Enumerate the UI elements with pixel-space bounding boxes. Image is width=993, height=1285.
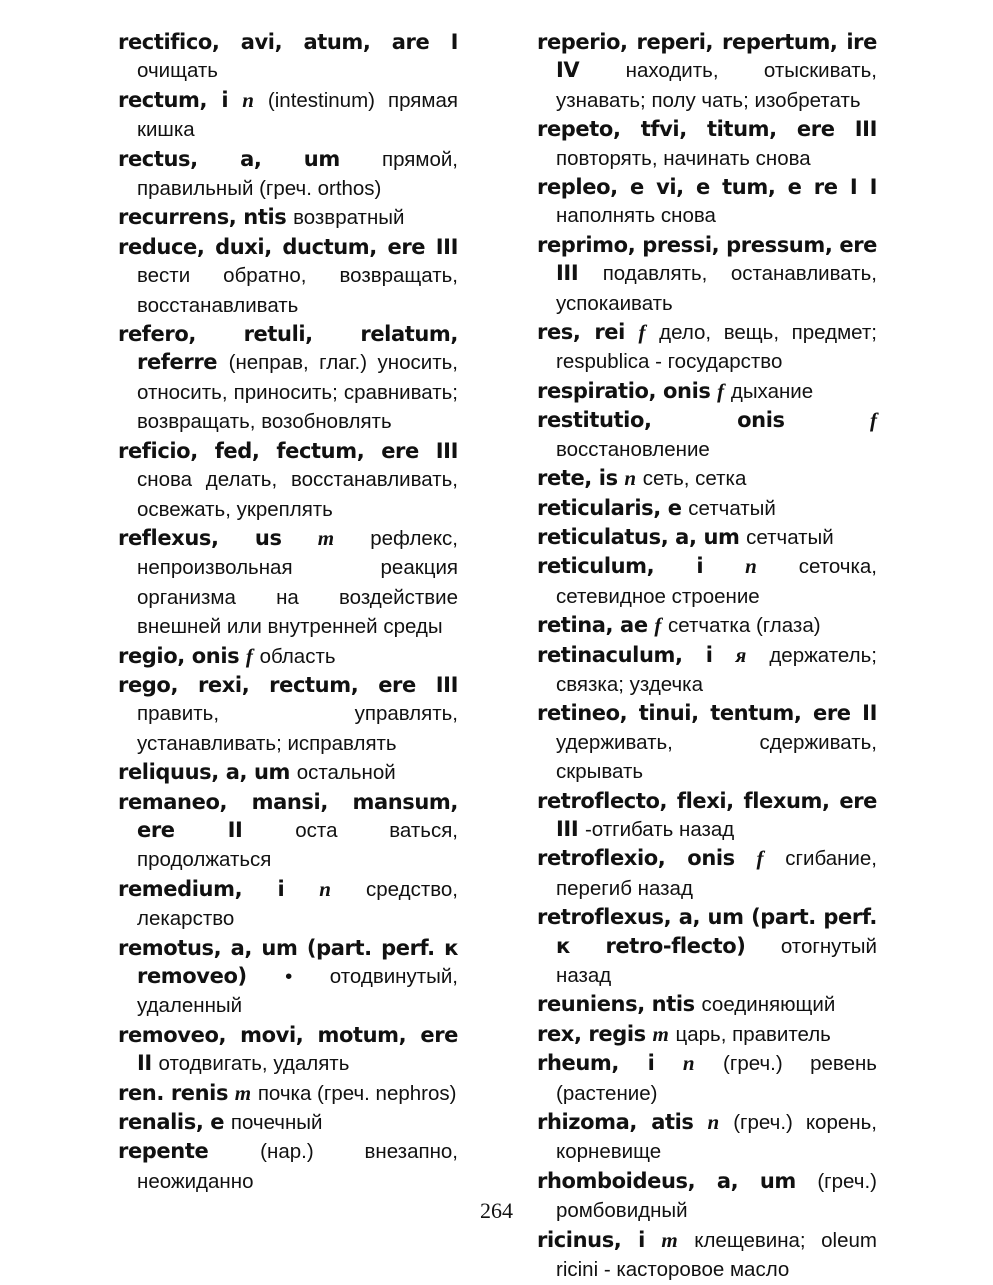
dictionary-entry [118,86,458,145]
entry-definition: (греч.) корень, корневище [556,1111,877,1164]
dictionary-entry [118,145,458,204]
entry-definition: сетчатка (глаза) [668,614,821,638]
entry-gender: я [735,642,747,667]
entry-headword: remaneo, mansi, mansum, ere II [118,789,458,842]
entry-definition: снова делать, восстанавливать, освежать, укреплять [137,468,458,521]
entry-definition: (неправ, глаг.) уносить, относить, приносить; сравнивать; возвращать, возобновлять [137,351,458,434]
dictionary-entry [537,699,877,786]
dictionary-entry [537,318,877,377]
entry-headword: regio, onis [118,643,240,668]
dictionary-entry [537,1108,877,1167]
entry-gender: n [624,466,637,491]
right-column [537,28,877,1284]
entry-headword: retroflexus, a, um (part. perf. к retro-flecto) [537,905,877,958]
entry-headword: reticulatus, a, um [537,524,740,549]
entry-definition: возвратный [293,206,405,230]
entry-definition: царь, правитель [675,1022,831,1046]
dictionary-entry [537,1049,877,1108]
entry-headword: renalis, e [118,1110,225,1135]
entry-definition: оста ваться, продолжаться [137,818,458,872]
dictionary-entry [537,903,877,990]
entry-headword: reduce, duxi, ductum, ere III [118,234,458,259]
dictionary-entry [118,1137,458,1196]
entry-gender: n [242,87,254,112]
entry-definition: • отодвинутый, удаленный [137,965,458,1018]
dictionary-entry [118,203,458,232]
entry-definition: восстановление [556,437,710,461]
entry-headword: rectus, a, um [118,146,340,171]
entry-gender: m [234,1080,252,1105]
entry-definition: подавлять, останавливать, успокаивать [556,262,877,315]
entry-definition: сгибание, перегиб назад [556,847,877,900]
entry-headword: rhomboideus, a, um [537,1168,796,1193]
entry-headword: remedium, i [118,876,285,901]
dictionary-entry [118,524,458,642]
entry-headword: reticulum, i [537,554,704,579]
dictionary-entry [537,1020,877,1049]
entry-headword: retroflecto, flexi, flexum, ere III [537,788,877,841]
dictionary-entry [118,1021,458,1079]
dictionary-entry [118,934,458,1021]
entry-gender: f [638,320,646,345]
entry-headword: reprimo, pressi, pressum, ere III [537,232,877,286]
entry-definition: (нар.) внезапно, неожиданно [137,1140,458,1193]
left-column [118,28,458,1196]
entry-definition: наполнять снова [556,204,716,228]
entry-definition: сеть, сетка [642,467,747,491]
entry-headword: rhizoma, atis [537,1110,694,1135]
entry-headword: restitutio, onis [537,408,785,433]
entry-definition: (греч.) ромбовидный [556,1169,877,1223]
entry-definition: повторять, начинать снова [556,146,811,170]
entry-headword: reliquus, a, um [118,760,291,785]
entry-definition: -отгибать назад [584,817,735,841]
entry-gender: f [717,378,725,403]
entry-definition: почечный [230,1111,323,1135]
entry-headword: reficio, fed, fectum, ere III [118,438,458,463]
entry-headword: res, rei [537,320,625,345]
dictionary-entry [537,406,877,464]
dictionary-entry [537,28,877,115]
entry-headword: reflexus, us [118,525,282,550]
dictionary-entry [537,641,877,700]
dictionary-entry [118,671,458,758]
entry-headword: repente [118,1139,209,1164]
entry-headword: rex, regis [537,1021,646,1046]
entry-headword: rete, is [537,466,618,491]
entry-definition: соединяющий [701,993,836,1017]
entry-headword: respiratio, onis [537,378,711,403]
dictionary-entry [118,233,458,320]
entry-gender: m [661,1227,678,1252]
entry-gender: n [319,876,331,901]
dictionary-entry [118,642,458,671]
dictionary-entry [537,173,877,231]
entry-definition: отодвигать, удалять [158,1052,350,1076]
dictionary-entry [118,437,458,524]
entry-gender: f [245,643,253,668]
entry-definition: сетчатый [746,525,834,549]
entry-definition: сеточка, сетевидное строение [556,555,877,608]
entry-gender: m [317,525,335,550]
dictionary-entry [118,875,458,934]
entry-gender: m [652,1021,669,1046]
entry-definition: очищать [137,59,218,83]
dictionary-entry [537,464,877,493]
entry-headword: remotus, a, um (part. perf. к removeo) [118,935,458,988]
entry-definition: остальной [296,761,396,785]
entry-headword: repleo, e vi, e tum, e re I I [537,175,877,200]
entry-definition: отогнутый назад [556,934,877,987]
entry-definition: держатель; связка; уздечка [556,643,877,696]
dictionary-entry [537,377,877,406]
entry-headword: rectifico, avi, atum, are I [118,30,458,54]
entry-headword: rego, rexi, rectum, ere III [118,672,458,697]
dictionary-entry [537,231,877,318]
dictionary-entry [118,788,458,875]
dictionary-entry [118,320,458,437]
entry-gender: n [745,554,757,579]
entry-headword: retinaculum, i [537,642,713,667]
dictionary-entry [118,1108,458,1137]
entry-headword: reticularis, e [537,495,682,520]
entry-definition: сетчатый [688,496,776,520]
dictionary-entry [537,787,877,845]
entry-definition: вести обратно, возвращать, восстанавливать [137,264,458,317]
dictionary-entry [537,990,877,1019]
entry-headword: ricinus, i [537,1227,645,1252]
entry-headword: ren. renis [118,1080,229,1105]
entry-definition: клещевина; oleum ricini - касторовое масло [556,1228,877,1282]
entry-headword: reperio, reperi, repertum, ire IV [537,30,877,83]
dictionary-entry [537,552,877,611]
entry-headword: refero, retuli, relatum, referre [118,322,458,375]
dictionary-entry [118,758,458,787]
entry-headword: rectum, i [118,87,229,112]
entry-definition: прямой, правильный (греч. orthos) [137,147,458,201]
entry-headword: recurrens, ntis [118,205,287,230]
entry-gender: f [756,846,764,871]
entry-gender: f [654,613,662,638]
entry-definition: рефлекс, непроизвольная реакция организма на воздействие внешней или внутренней среды [137,526,458,639]
dictionary-entry [537,115,877,173]
entry-definition: удерживать, сдерживать, скрывать [556,730,877,784]
entry-headword: retina, ae [537,613,648,638]
entry-definition: править, управлять, устанавливать; исправлять [137,702,458,755]
entry-definition: дыхание [730,379,814,403]
entry-definition: находить, отыскивать, узнавать; полу чать; изобретать [556,59,877,112]
entry-definition: дело, вещь, предмет; respublica - государство [556,321,877,374]
dictionary-entry [537,611,877,640]
entry-definition: область [259,644,336,668]
dictionary-entry [537,494,877,523]
page-number: 264 [480,1198,513,1223]
dictionary-entry [537,844,877,903]
dictionary-entry [118,28,458,86]
entry-headword: rheum, i [537,1051,655,1076]
entry-headword: reuniens, ntis [537,992,695,1017]
dictionary-entry [118,1079,458,1108]
entry-definition: (греч.) ревень (растение) [556,1052,877,1105]
entry-headword: retineo, tinui, tentum, ere II [537,701,877,726]
entry-headword: removeo, movi, motum, ere II [118,1022,458,1076]
entry-headword: retroflexio, onis [537,846,735,871]
entry-definition: (intestinum) прямая кишка [137,88,458,142]
entry-definition: почка (греч. nephros) [257,1081,457,1105]
entry-gender: n [707,1110,720,1135]
entry-gender: f [870,408,877,433]
dictionary-entry [537,523,877,552]
entry-definition: средство, лекарство [137,877,458,931]
entry-headword: repeto, tfvi, titum, ere III [537,117,877,142]
entry-gender: n [682,1051,695,1076]
dictionary-entry [537,1226,877,1285]
